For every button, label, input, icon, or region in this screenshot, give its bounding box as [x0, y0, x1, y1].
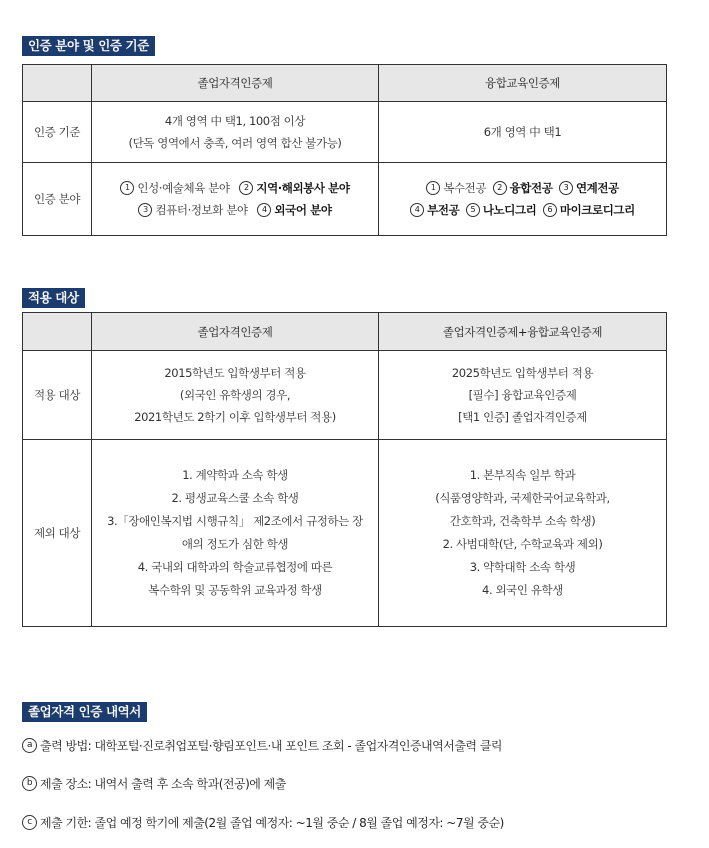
certification-table [22, 64, 667, 236]
field-item-text: 지역·해외봉사 분야 [256, 181, 350, 195]
field-convergence [379, 163, 667, 236]
conv-item-text: 나노디그리 [482, 203, 537, 217]
conv-item-text: 부전공 [427, 203, 460, 217]
conv-item-2 [493, 181, 553, 195]
target-graduation [92, 351, 379, 440]
target-graduation-line: (외국인 유학생의 경우, [179, 388, 291, 402]
header-convergence-cert: 융합교육인증제 [379, 65, 667, 102]
conv-item-text: 복수전공 [443, 181, 487, 195]
exclude-both-line: 2. 사범대학(단, 수학교육과 제외) [442, 537, 603, 551]
field-graduation-line2 [92, 199, 378, 221]
conv-item-1 [426, 181, 486, 195]
row-label-target: 적용 대상 [23, 351, 92, 440]
criteria-graduation-line2: (단독 영역에서 충족, 여러 영역 합산 불가능) [128, 136, 342, 150]
field-graduation-line1 [92, 177, 378, 199]
section-title-target: 적용 대상 [22, 288, 85, 308]
exclude-both-line: 3. 약학대학 소속 학생 [469, 560, 576, 574]
exclude-graduation-line: 1. 계약학과 소속 학생 [182, 468, 288, 482]
field-item-text: 컴퓨터·정보화 분야 [155, 203, 248, 217]
exclude-graduation-line: 2. 평생교육스쿨 소속 학생 [171, 491, 299, 505]
conv-item-text: 마이크로디그리 [559, 203, 635, 217]
circled-letter: b [22, 776, 37, 791]
report-item-text: 제출 장소: 내역서 출력 후 소속 학과(전공)에 제출 [40, 777, 286, 791]
circled-number: 4 [257, 203, 271, 217]
exclude-graduation [92, 440, 379, 627]
conv-item-3 [559, 181, 619, 195]
report-item-text: 제출 기한: 졸업 예정 학기에 제출(2월 졸업 예정자: ~1월 중순 / 8월 졸업 예정자: ~7월 중순) [40, 816, 504, 830]
circled-number: 4 [410, 203, 424, 217]
row-label-field: 인증 분야 [23, 163, 92, 236]
exclude-both-line: 간호학과, 건축학부 소속 학생) [449, 514, 596, 528]
header-graduation-cert: 졸업자격인증제 [92, 65, 379, 102]
report-item-submit-place [22, 775, 286, 792]
target-both-line: 2025학년도 입학생부터 적용 [451, 366, 594, 380]
header-empty [23, 65, 92, 102]
report-item-submit-deadline [22, 814, 504, 831]
field-convergence-line2 [379, 199, 666, 221]
field-item-2 [239, 181, 349, 195]
criteria-graduation-line1: 4개 영역 中 택1, 100점 이상 [164, 114, 306, 128]
conv-item-4 [410, 203, 459, 217]
field-graduation [92, 163, 379, 236]
header-graduation-cert: 졸업자격인증제 [92, 313, 379, 351]
target-both [379, 351, 667, 440]
exclude-both-line: (식품영양학과, 국제한국어교육학과, [435, 491, 610, 505]
field-item-4 [257, 203, 331, 217]
circled-number: 2 [493, 181, 507, 195]
field-convergence-line1 [379, 177, 666, 199]
exclude-graduation-line: 3.「장애인복지법 시행규칙」 제2조에서 규정하는 장 [107, 514, 363, 528]
target-table [22, 312, 667, 627]
criteria-graduation [92, 102, 379, 163]
field-item-1 [120, 181, 229, 195]
report-item-output-method [22, 737, 502, 754]
row-label-exclude: 제외 대상 [23, 440, 92, 627]
exclude-graduation-line: 4. 국내외 대학과의 학술교류협정에 따른 [137, 560, 333, 574]
circled-number: 2 [239, 181, 253, 195]
field-item-3 [138, 203, 247, 217]
header-both-cert: 졸업자격인증제+융합교육인증제 [379, 313, 667, 351]
circled-number: 5 [466, 203, 480, 217]
conv-item-text: 융합전공 [509, 181, 553, 195]
target-both-line: [택1 인증] 졸업자격인증제 [458, 410, 587, 424]
field-item-text: 인성·예술체육 분야 [137, 181, 230, 195]
field-item-text: 외국어 분야 [274, 203, 332, 217]
circled-number: 1 [120, 181, 134, 195]
section-title-certification: 인증 분야 및 인증 기준 [22, 36, 155, 56]
circled-number: 3 [559, 181, 573, 195]
exclude-both-line: 4. 외국인 유학생 [482, 583, 563, 597]
conv-item-text: 연계전공 [575, 181, 619, 195]
section-title-certificate-report: 졸업자격 인증 내역서 [22, 702, 147, 722]
target-graduation-line: 2015학년도 입학생부터 적용 [164, 366, 306, 380]
exclude-graduation-line: 애의 정도가 심한 학생 [181, 537, 289, 551]
row-label-criteria: 인증 기준 [23, 102, 92, 163]
circled-number: 3 [138, 203, 152, 217]
circled-number: 1 [426, 181, 440, 195]
conv-item-5 [466, 203, 537, 217]
circled-letter: c [22, 815, 37, 830]
exclude-graduation-line: 복수학위 및 공동학위 교육과정 학생 [148, 583, 322, 597]
circled-number: 6 [543, 203, 557, 217]
exclude-both-line: 1. 본부직속 일부 학과 [469, 468, 576, 482]
exclude-both [379, 440, 667, 627]
conv-item-6 [543, 203, 635, 217]
target-graduation-line: 2021학년도 2학기 이후 입학생부터 적용) [134, 410, 336, 424]
criteria-convergence: 6개 영역 中 택1 [379, 102, 667, 163]
report-item-text: 출력 방법: 대학포털·진로취업포털·향림포인트·내 포인트 조회 - 졸업자격인증내역서출력 클릭 [40, 739, 503, 753]
circled-letter: a [22, 738, 37, 753]
target-both-line: [필수] 융합교육인증제 [468, 388, 577, 402]
header-empty [23, 313, 92, 351]
